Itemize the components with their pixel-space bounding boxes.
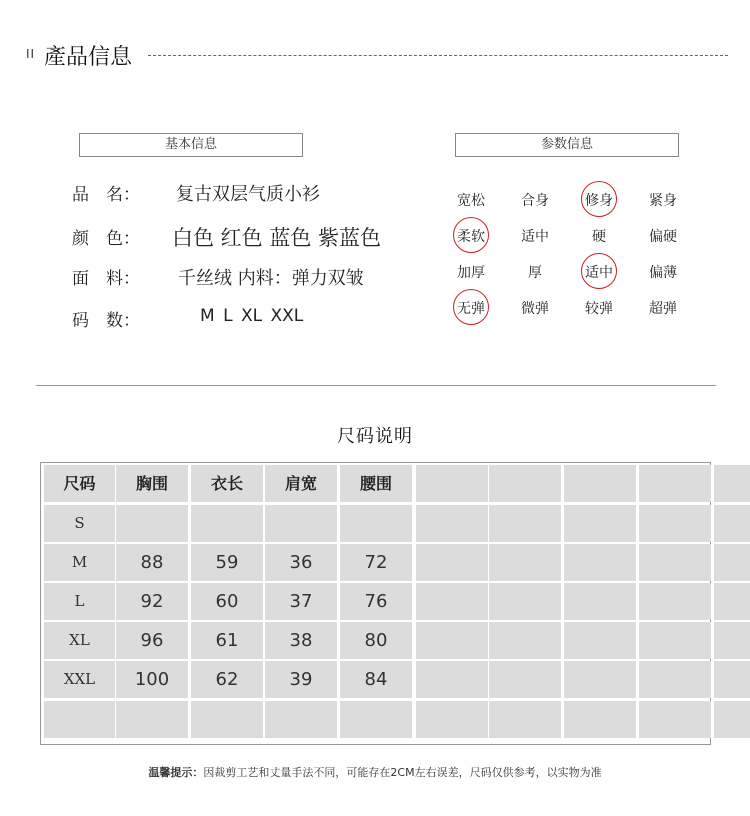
param-option: 较弹 — [585, 301, 613, 317]
param-info-label: 参数信息 — [455, 133, 679, 157]
header-mark: II — [26, 47, 36, 61]
param-option: 超弹 — [649, 301, 677, 317]
param-option: 适中 — [521, 229, 549, 245]
table-cell: 76 — [340, 583, 412, 620]
table-cell — [639, 544, 711, 581]
section-divider — [36, 385, 716, 386]
table-cell — [416, 701, 488, 738]
info-label: 码 数： — [72, 311, 140, 331]
param-option: 加厚 — [457, 265, 485, 281]
table-cell: 37 — [265, 583, 337, 620]
table-cell: L — [44, 583, 115, 620]
info-label: 颜 色： — [72, 229, 140, 249]
table-cell: 38 — [265, 622, 337, 659]
table-cell — [489, 701, 561, 738]
table-cell: 60 — [191, 583, 263, 620]
table-header-cell — [416, 465, 488, 502]
param-option: 偏薄 — [649, 265, 677, 281]
table-cell — [714, 661, 750, 698]
table-cell: 39 — [265, 661, 337, 698]
table-cell — [44, 701, 115, 738]
table-cell: XL — [44, 622, 115, 659]
table-cell — [714, 622, 750, 659]
table-cell — [191, 701, 263, 738]
table-cell — [340, 701, 412, 738]
param-option: 紧身 — [649, 193, 677, 209]
table-header-cell — [639, 465, 711, 502]
sizes-value: M L XL XXL — [200, 306, 304, 326]
table-cell — [564, 583, 636, 620]
table-cell — [489, 622, 561, 659]
table-cell — [564, 544, 636, 581]
table-cell — [564, 622, 636, 659]
color-value: 白色 红色 蓝色 紫蓝色 — [172, 226, 382, 250]
table-cell: 100 — [116, 661, 188, 698]
size-chart-title: 尺码说明 — [337, 426, 413, 447]
table-cell: 92 — [116, 583, 188, 620]
table-cell: 88 — [116, 544, 188, 581]
table-cell — [265, 701, 337, 738]
table-cell — [564, 701, 636, 738]
table-cell — [639, 622, 711, 659]
param-option: 合身 — [521, 193, 549, 209]
param-option: 偏硬 — [649, 229, 677, 245]
table-cell — [714, 544, 750, 581]
table-cell — [714, 583, 750, 620]
table-header-cell — [714, 465, 750, 502]
table-cell — [639, 583, 711, 620]
table-cell — [191, 505, 263, 542]
size-table — [40, 462, 711, 745]
header-dashed-divider — [148, 55, 728, 56]
table-cell: 59 — [191, 544, 263, 581]
table-cell — [116, 505, 188, 542]
table-cell: 61 — [191, 622, 263, 659]
table-cell — [489, 583, 561, 620]
basic-info-label: 基本信息 — [79, 133, 303, 157]
product-name-value: 复古双层气质小衫 — [176, 184, 320, 205]
table-header-cell: 尺码 — [44, 465, 115, 502]
page-title: 產品信息 — [44, 45, 133, 70]
table-cell — [416, 505, 488, 542]
fabric-value: 千丝绒 内料：弹力双皱 — [178, 268, 364, 289]
table-cell — [416, 544, 488, 581]
table-cell: 72 — [340, 544, 412, 581]
table-cell — [416, 583, 488, 620]
table-cell: S — [44, 505, 115, 542]
tip-label: 温馨提示： — [148, 766, 204, 779]
table-cell: 80 — [340, 622, 412, 659]
table-cell — [714, 701, 750, 738]
table-cell — [714, 505, 750, 542]
table-cell — [639, 661, 711, 698]
param-option: 修身 — [579, 190, 619, 210]
table-cell: XXL — [44, 661, 115, 698]
table-header-cell — [489, 465, 561, 502]
table-header-cell: 胸围 — [116, 465, 188, 502]
table-cell — [489, 505, 561, 542]
table-cell — [564, 661, 636, 698]
table-cell: 84 — [340, 661, 412, 698]
table-cell — [416, 622, 488, 659]
tip-text: 因裁剪工艺和丈量手法不同，可能存在2CM左右误差，尺码仅供参考，以实物为准 — [203, 766, 602, 779]
table-header-cell: 腰围 — [340, 465, 412, 502]
table-cell — [340, 505, 412, 542]
table-cell — [265, 505, 337, 542]
param-option: 柔软 — [451, 226, 491, 246]
table-header-cell: 肩宽 — [265, 465, 337, 502]
table-cell: 62 — [191, 661, 263, 698]
param-option: 硬 — [592, 229, 606, 245]
table-cell — [639, 505, 711, 542]
table-cell — [116, 701, 188, 738]
table-cell: 36 — [265, 544, 337, 581]
param-option: 微弹 — [521, 301, 549, 317]
table-cell — [489, 544, 561, 581]
param-option: 无弹 — [451, 298, 491, 318]
size-tip — [0, 764, 750, 780]
param-option: 适中 — [579, 262, 619, 282]
table-cell: 96 — [116, 622, 188, 659]
table-header-cell — [564, 465, 636, 502]
param-option: 厚 — [528, 265, 542, 281]
table-header-cell: 衣长 — [191, 465, 263, 502]
table-cell — [489, 661, 561, 698]
param-option: 宽松 — [457, 193, 485, 209]
table-cell: M — [44, 544, 115, 581]
table-cell — [639, 701, 711, 738]
table-cell — [416, 661, 488, 698]
table-cell — [564, 505, 636, 542]
info-label: 品 名： — [72, 185, 140, 205]
info-label: 面 料： — [72, 269, 140, 289]
